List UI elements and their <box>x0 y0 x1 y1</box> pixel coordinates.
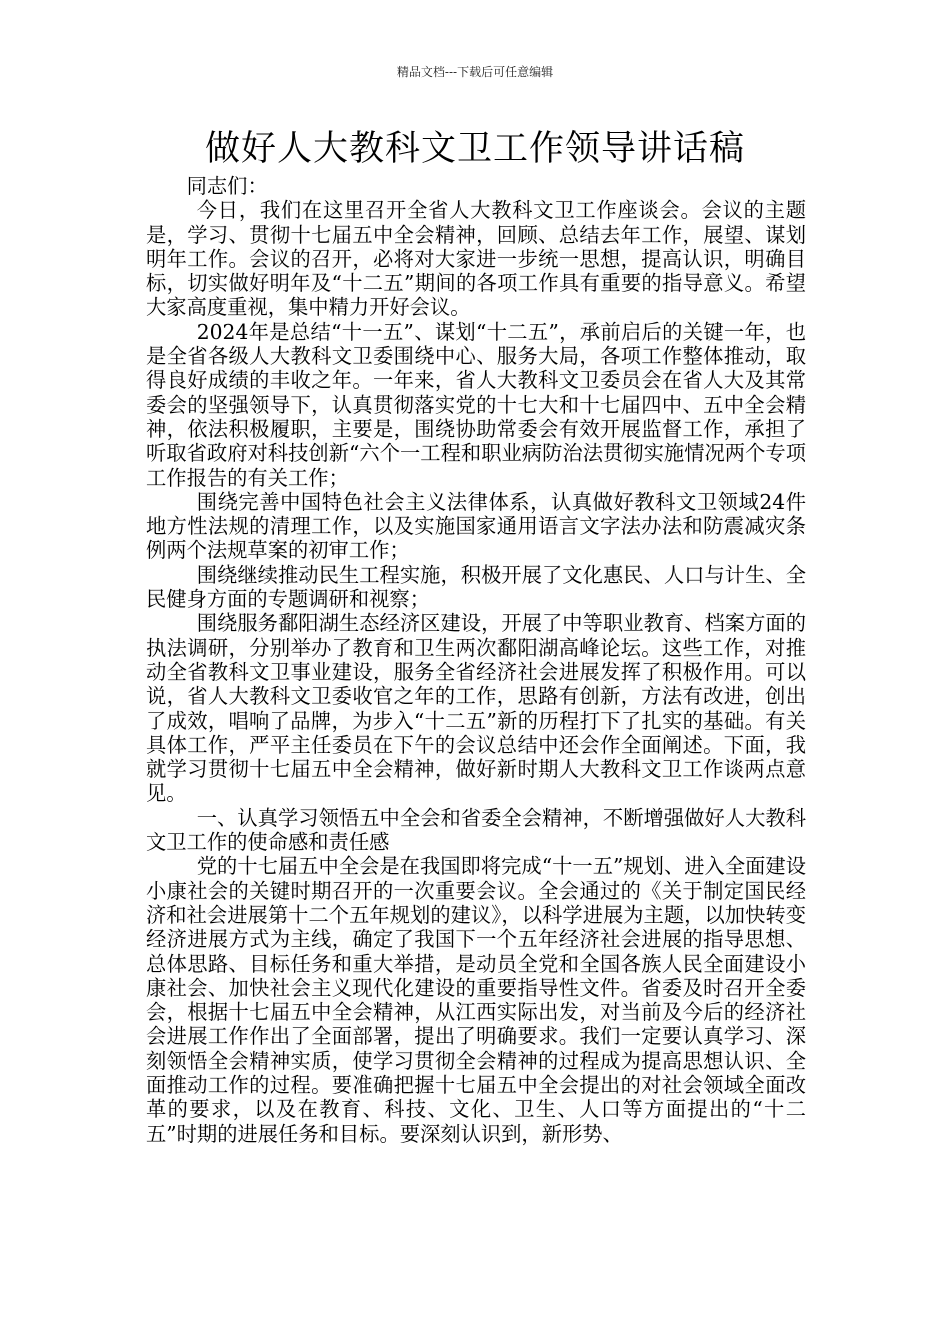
document-body <box>146 174 806 1146</box>
paragraph-poyang-lake: 围绕服务鄱阳湖生态经济区建设，开展了中等职业教育、档案方面的执法调研，分别举办了教育和卫生两次鄱阳湖高峰论坛。这些工作，对推动全省教科文卫事业建设，服务全省经济社会进展发挥了积极作用。可以说，省人大教科文卫委收官之年的工作，思路有创新，方法有改进，创出了成效，唱响了品牌，为步入“十二五”新的历程打下了扎实的基础。有关具体工作，严平主任委员在下午的会议总结中还会作全面阐述。下面，我就学习贯彻十七届五中全会精神，做好新时期人大教科文卫工作谈两点意见。 <box>146 611 806 806</box>
salutation: 同志们： <box>186 174 268 198</box>
paragraph-livelihood: 围绕继续推动民生工程实施，积极开展了文化惠民、人口与计生、全民健身方面的专题调研和视察； <box>146 562 806 612</box>
section-heading-1: 一、认真学习领悟五中全会和省委全会精神，不断增强做好人大教科文卫工作的使命感和责任感 <box>146 805 806 855</box>
paragraph-legal-system: 围绕完善中国特色社会主义法律体系，认真做好教科文卫领域24件地方性法规的清理工作，以及实施国家通用语言文字法办法和防震减灾条例两个法规草案的初审工作； <box>146 489 806 563</box>
document-header-note: 精品文档---下载后可任意编辑 <box>396 65 554 79</box>
paragraph-annual-review: 2024年是总结“十一五”、谋划“十二五”，承前启后的关键一年，也是全省各级人大教科文卫委围绕中心、服务大局，各项工作整体推动，取得良好成绩的丰收之年。一年来，省人大教科文卫委员会在省人大及其常委会的坚强领导下，认真贯彻落实党的十七大和十七届四中、五中全会精神，依法积极履职，主要是，围绕协助常委会有效开展监督工作，承担了听取省政府对科技创新“六个一工程和职业病防治法贯彻实施情况两个专项工作报告的有关工作； <box>146 319 806 490</box>
document-title: 做好人大教科文卫工作领导讲话稿 <box>204 129 745 169</box>
paragraph-plenary-session: 党的十七届五中全会是在我国即将完成“十一五”规划、进入全面建设小康社会的关键时期召开的一次重要会议。全会通过的《关于制定国民经济和社会进展第十二个五年规划的建议》，以科学进展为主题，以加快转变经济进展方式为主线，确定了我国下一个五年经济社会进展的指导思想、总体思路、目标任务和重大举措，是动员全党和全国各族人民全面建设小康社会、加快社会主义现代化建设的重要指导性文件。省委及时召开全委会，根据十七届五中全会精神，从江西实际出发，对当前及今后的经济社会进展工作作出了全面部署，提出了明确要求。我们一定要认真学习、深刻领悟全会精神实质，使学习贯彻全会精神的过程成为提高思想认识、全面推动工作的过程。要准确把握十七届五中全会提出的对社会领域全面改革的要求，以及在教育、科技、文化、卫生、人口等方面提出的“十二五”时期的进展任务和目标。要深刻认识到，新形势、 <box>146 854 806 1146</box>
paragraph-opening: 今日，我们在这里召开全省人大教科文卫工作座谈会。会议的主题是，学习、贯彻十七届五中全会精神，回顾、总结去年工作，展望、谋划明年工作。会议的召开，必将对大家进一步统一思想，提高认识，明确目标，切实做好明年及“十二五”期间的各项工作具有重要的指导意义。希望大家高度重视，集中精力开好会议。 <box>146 198 806 320</box>
